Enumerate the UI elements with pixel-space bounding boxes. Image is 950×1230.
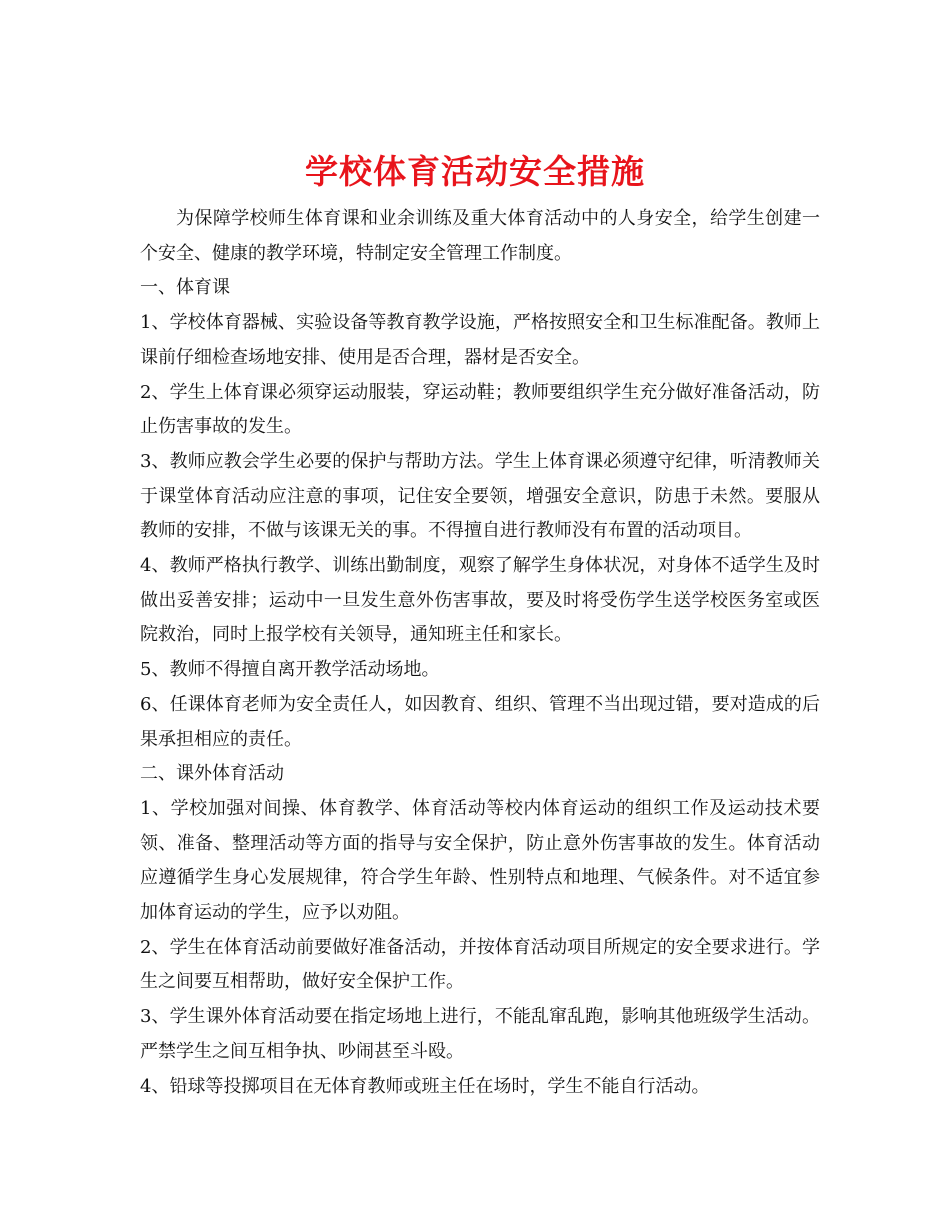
paragraph: 4、教师严格执行教学、训练出勤制度，观察了解学生身体状况，对身体不适学生及时做出妥善安排；运动中一旦发生意外伤害事故，要及时将受伤学生送学校医务室或医院救治，同时上报学校有关领导，通知班主任和家长。 xyxy=(140,555,820,646)
document-title: 学校体育活动安全措施 xyxy=(305,152,645,192)
paragraph: 2、学生上体育课必须穿运动服装，穿运动鞋；教师要组织学生充分做好准备活动，防止伤害事故的发生。 xyxy=(140,381,820,438)
paragraph: 3、学生课外体育活动要在指定场地上进行，不能乱窜乱跑，影响其他班级学生活动。严禁学生之间互相争执、吵闹甚至斗殴。 xyxy=(140,1006,820,1062)
section-heading-extracurricular: 二、课外体育活动 xyxy=(140,763,284,785)
paragraph: 4、铅球等投掷项目在无体育教师或班主任在场时，学生不能自行活动。 xyxy=(140,1075,710,1097)
document-body xyxy=(140,202,820,1104)
paragraph: 6、任课体育老师为安全责任人，如因教育、组织、管理不当出现过错，要对造成的后果承担相应的责任。 xyxy=(140,693,820,750)
section-heading-pe-class: 一、体育课 xyxy=(140,277,230,299)
paragraph: 1、学校加强对间操、体育教学、体育活动等校内体育运动的组织工作及运动技术要领、准备、整理活动等方面的指导与安全保护，防止意外伤害事故的发生。体育活动应遵循学生身心发展规律，符合学生年龄、性别特点和地理、气候条件。对不适宜参加体育运动的学生，应予以劝阻。 xyxy=(140,797,820,924)
paragraph: 1、学校体育器械、实验设备等教育教学设施，严格按照安全和卫生标准配备。教师上课前仔细检查场地安排、使用是否合理，器材是否安全。 xyxy=(140,312,820,368)
intro-paragraph: 为保障学校师生体育课和业余训练及重大体育活动中的人身安全，给学生创建一个安全、健康的教学环境，特制定安全管理工作制度。 xyxy=(140,208,820,264)
paragraph: 2、学生在体育活动前要做好准备活动，并按体育活动项目所规定的安全要求进行。学生之间要互相帮助，做好安全保护工作。 xyxy=(140,936,820,993)
paragraph: 3、教师应教会学生必要的保护与帮助方法。学生上体育课必须遵守纪律，听清教师关于课堂体育活动应注意的事项，记住安全要领，增强安全意识，防患于未然。要服从教师的安排，不做与该课无关的事。不得擅自进行教师没有布置的活动项目。 xyxy=(140,450,820,542)
paragraph: 5、教师不得擅自离开教学活动场地。 xyxy=(140,659,440,681)
